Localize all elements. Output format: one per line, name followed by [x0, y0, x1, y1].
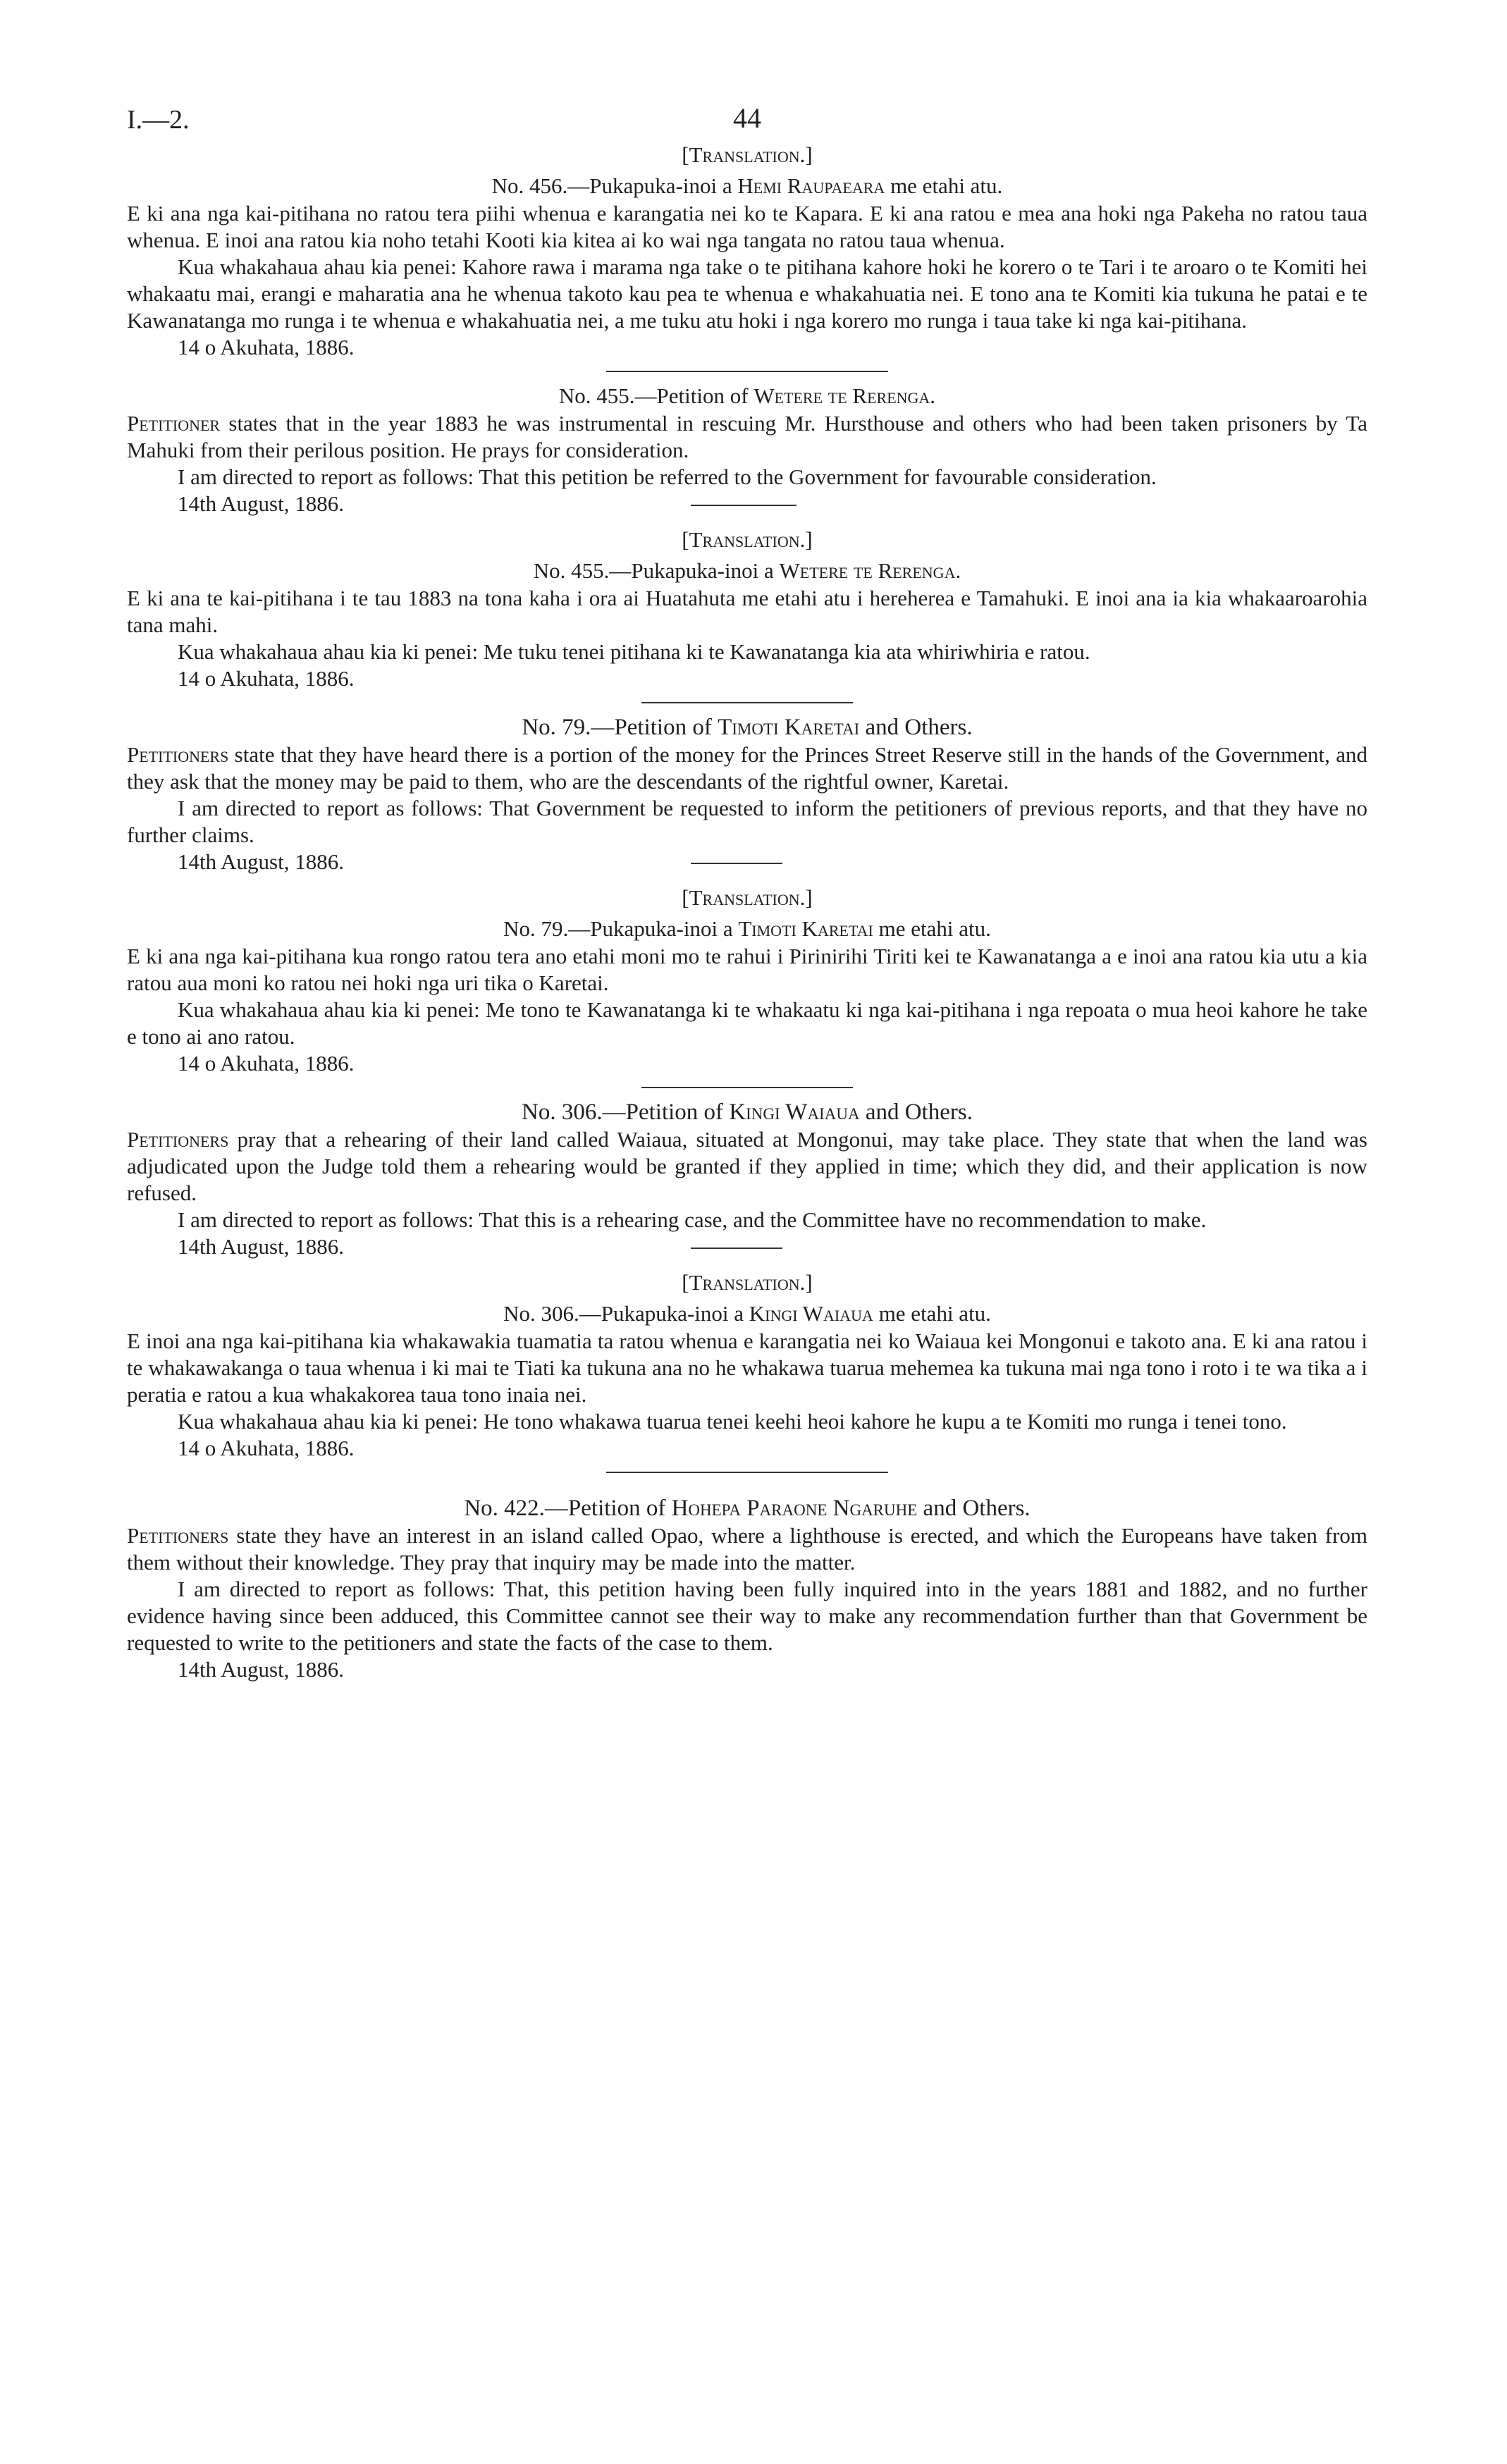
date-line: 14 o Akuhata, 1886. [178, 1436, 355, 1460]
date-line: 14 o Akuhata, 1886. [178, 666, 355, 691]
page-header [127, 99, 1367, 141]
section-divider [606, 1472, 888, 1473]
translation-label: [Translation.] [682, 527, 813, 552]
translation-label: [Translation.] [682, 885, 813, 910]
section-455-translation [127, 526, 1367, 692]
section-title: No. 456.—Pukapuka-inoi a Hemi Raupaeara me etahi atu. [491, 173, 1003, 198]
short-divider [691, 1248, 782, 1249]
translation-label: [Translation.] [682, 142, 813, 167]
section-title: No. 306.—Pukapuka-inoi a Kingi Waiaua me etahi atu. [503, 1301, 991, 1326]
petition-summary: Petitioners pray that a rehearing of their land called Waiaua, situated at Mongonui, may take place. They state that when the land was adjudicated upon the Judge told them a rehearing would be granted if they applied in time; which they did, and their application is now refused. [127, 1127, 1367, 1205]
section-title: No. 306.—Petition of Kingi Waiaua and Others. [522, 1099, 973, 1125]
committee-report: Kua whakahaua ahau kia ki penei: He tono whakawa tuarua tenei keehi heoi kahore he kupu a te Komiti mo runga i tenei tono. [178, 1409, 1287, 1434]
date-line: 14th August, 1886. [127, 491, 1367, 517]
section-422-petition [127, 1494, 1367, 1683]
document-page [127, 99, 1367, 1683]
committee-report: Kua whakahaua ahau kia ki penei: Me tuku tenei pitihana ki te Kawanatanga kia ata whiriwhiria e ratou. [178, 639, 1090, 664]
section-divider [606, 371, 888, 372]
short-divider [691, 505, 796, 506]
page-number: 44 [733, 102, 761, 134]
section-79-petition [127, 713, 1367, 875]
petition-summary: Petitioners state they have an interest in an island called Opao, where a lighthouse is erected, and which the Europeans have taken from them without their knowledge. They pray that inquiry may be made into the matter. [127, 1523, 1368, 1575]
committee-report: I am directed to report as follows: That this is a rehearing case, and the Committee have no recommendation to make. [178, 1207, 1207, 1232]
section-title: No. 422.—Petition of Hohepa Paraone Ngaruhe and Others. [464, 1496, 1031, 1521]
committee-report: Kua whakahaua ahau kia penei: Kahore rawa i marama nga take o te pitihana kahore hoki he korero o te Tari i te aroaro o te Komiti hei whakaatu mai, erangi e maharatia ana he whenua takoto kau pea te whenua e whakahuatia nei. E tono ana te Komiti kia tukuna he patai e te Kawanatanga mo runga i te whenua e whakahuatia nei, a me tuku atu hoki i nga korero mo runga i taua take ki nga kai-pitihana. [127, 254, 1367, 333]
petition-summary: E ki ana te kai-pitihana i te tau 1883 na tona kaha i ora ai Huatahuta me etahi atu i hereherea e Tamahuki. E inoi ana ia kia whakaaroarohia tana mahi. [127, 586, 1367, 637]
section-456-translation [127, 141, 1367, 361]
committee-report: I am directed to report as follows: That, this petition having been fully inquired into in the years 1881 and 1882, and no further evidence having since been adduced, this Committee cannot see their way to make any recommendation further than that Government be requested to write to the petitioners and state the facts of the case to them. [127, 1577, 1367, 1655]
section-306-translation [127, 1269, 1367, 1462]
date-line: 14th August, 1886. [127, 849, 1367, 875]
petition-summary: E ki ana nga kai-pitihana no ratou tera piihi whenua e karangatia nei ko te Kapara. E ki ana ratou e mea ana hoki nga Pakeha no ratou taua whenua. E inoi ana ratou kia noho tetahi Kooti kia kitea ai ko wai nga tangata no ratou taua whenua. [127, 201, 1367, 252]
committee-report: I am directed to report as follows: That Government be requested to inform the petitioners of previous reports, and that they have no further claims. [127, 796, 1367, 847]
date-line: 14 o Akuhata, 1886. [178, 335, 355, 359]
section-title: No. 79.—Petition of Timoti Karetai and Others. [522, 715, 973, 740]
section-title: No. 79.—Pukapuka-inoi a Timoti Karetai me etahi atu. [503, 916, 991, 941]
section-divider [641, 702, 853, 703]
translation-label: [Translation.] [682, 1270, 813, 1295]
document-reference: I.—2. [127, 105, 190, 135]
section-title: No. 455.—Pukapuka-inoi a Wetere te Rerenga. [533, 558, 961, 583]
date-line: 14th August, 1886. [178, 1657, 344, 1682]
section-306-petition [127, 1098, 1367, 1260]
committee-report: Kua whakahaua ahau kia ki penei: Me tono te Kawanatanga ki te whakaatu ki nga kai-pitihana i nga repoata o mua heoi kahore he take e tono ai ano ratou. [127, 997, 1367, 1049]
petition-summary: Petitioner states that in the year 1883 he was instrumental in rescuing Mr. Hursthouse and others who had been taken prisoners by Ta Mahuki from their perilous position. He prays for consideration. [127, 411, 1368, 462]
section-divider [641, 1087, 853, 1088]
section-title: No. 455.—Petition of Wetere te Rerenga. [558, 383, 936, 408]
committee-report: I am directed to report as follows: That this petition be referred to the Government for favourable consideration. [178, 464, 1157, 489]
date-line: 14 o Akuhata, 1886. [178, 1051, 355, 1076]
section-455-petition [127, 382, 1367, 517]
petition-summary: E inoi ana nga kai-pitihana kia whakawakia tuamatia ta ratou whenua e karangatia nei ko Waiaua kei Mongonui e takoto ana. E ki ana ratou i te whakawakanga o taua whenua i ki mai te Tiati ka tukuna ana no he whakawa tuarua mehemea ka tukuna mai nga tono i roto i te wa tika a i peratia e ratou a kua whakakorea taua tono inaia nei. [127, 1329, 1367, 1407]
petition-summary: E ki ana nga kai-pitihana kua rongo ratou tera ano etahi moni mo te rahui i Pirinirihi Tiriti kei te Kawanatanga a e inoi ana ratou kia utu a kia ratou aua moni ko ratou nei hoki nga uri tika o Karetai. [127, 944, 1367, 995]
short-divider [691, 863, 782, 864]
date-line: 14th August, 1886. [127, 1233, 1367, 1260]
petition-summary: Petitioners state that they have heard there is a portion of the money for the Princes Street Reserve still in the hands of the Government, and they ask that the money may be paid to them, who are the descendants of the rightful owner, Karetai. [127, 742, 1367, 794]
section-79-translation [127, 884, 1367, 1077]
